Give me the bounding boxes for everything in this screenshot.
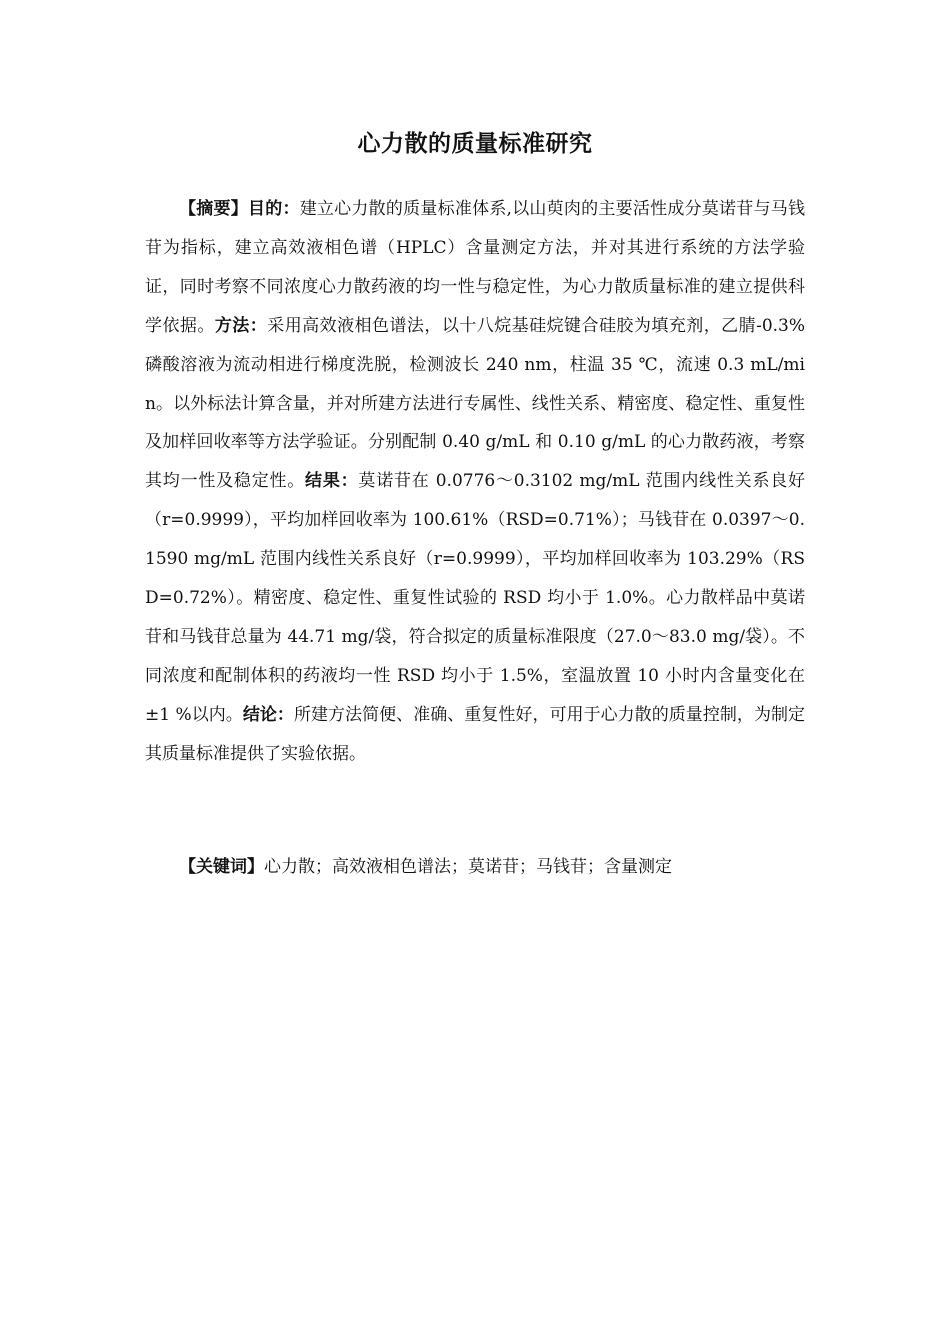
- objective-label: 目的：: [247, 199, 300, 219]
- keywords-label: 【关键词】: [179, 857, 264, 877]
- conclusion-label: 结论：: [242, 704, 294, 725]
- method-label: 方法：: [214, 315, 268, 336]
- page-title: 心力散的质量标准研究: [357, 131, 593, 157]
- keywords-text: 心力散；高效液相色谱法；莫诺苷；马钱苷；含量测定: [264, 857, 672, 877]
- abstract-paragraph: [145, 190, 805, 774]
- method-text: 采用高效液相色谱法，以十八烷基硅烷键合硅胶为填充剂，乙腈-0.3%磷酸溶液为流动相进行梯度洗脱，检测波长 240 nm，柱温 35 ℃，流速 0.3 mL/min。以外标法计算含量，并对所建方法进行专属性、线性关系、精密度、稳定性、重复性及加样回收率等方法学验证。分别配制 0.40 g/mL 和 0.10 g/mL 的心力散药液，考察其均一性及稳定性。: [145, 315, 806, 492]
- objective-text: 建立心力散的质量标准体系,以山萸肉的主要活性成分莫诺苷与马钱苷为指标，建立高效液相色谱（HPLC）含量测定方法，并对其进行系统的方法学验证，同时考察不同浓度心力散药液的均一性与稳定性，为心力散质量标准的建立提供科学依据。: [145, 199, 806, 336]
- result-label: 结果：: [305, 471, 359, 492]
- conclusion-text: 所建方法简便、准确、重复性好，可用于心力散的质量控制，为制定其质量标准提供了实验依据。: [145, 704, 806, 764]
- result-text: 莫诺苷在 0.0776～0.3102 mg/mL 范围内线性关系良好（r=0.9999），平均加样回收率为 100.61%（RSD=0.71%）；马钱苷在 0.0397～0.1590 mg/mL 范围内线性关系良好（r=0.9999），平均加样回收率为 103.29%（RSD=0.72%）。精密度、稳定性、重复性试验的 RSD 均小于 1.0%。心力散样品中莫诺苷和马钱苷总量为 44.71 mg/袋，符合拟定的质量标准限度（27.0～83.0 mg/袋）。不同浓度和配制体积的药液均一性 RSD 均小于 1.5%，室温放置 10 小时内含量变化在±1 %以内。: [145, 471, 806, 725]
- keywords-line: [179, 848, 819, 886]
- abstract-label: 【摘要】: [179, 199, 248, 219]
